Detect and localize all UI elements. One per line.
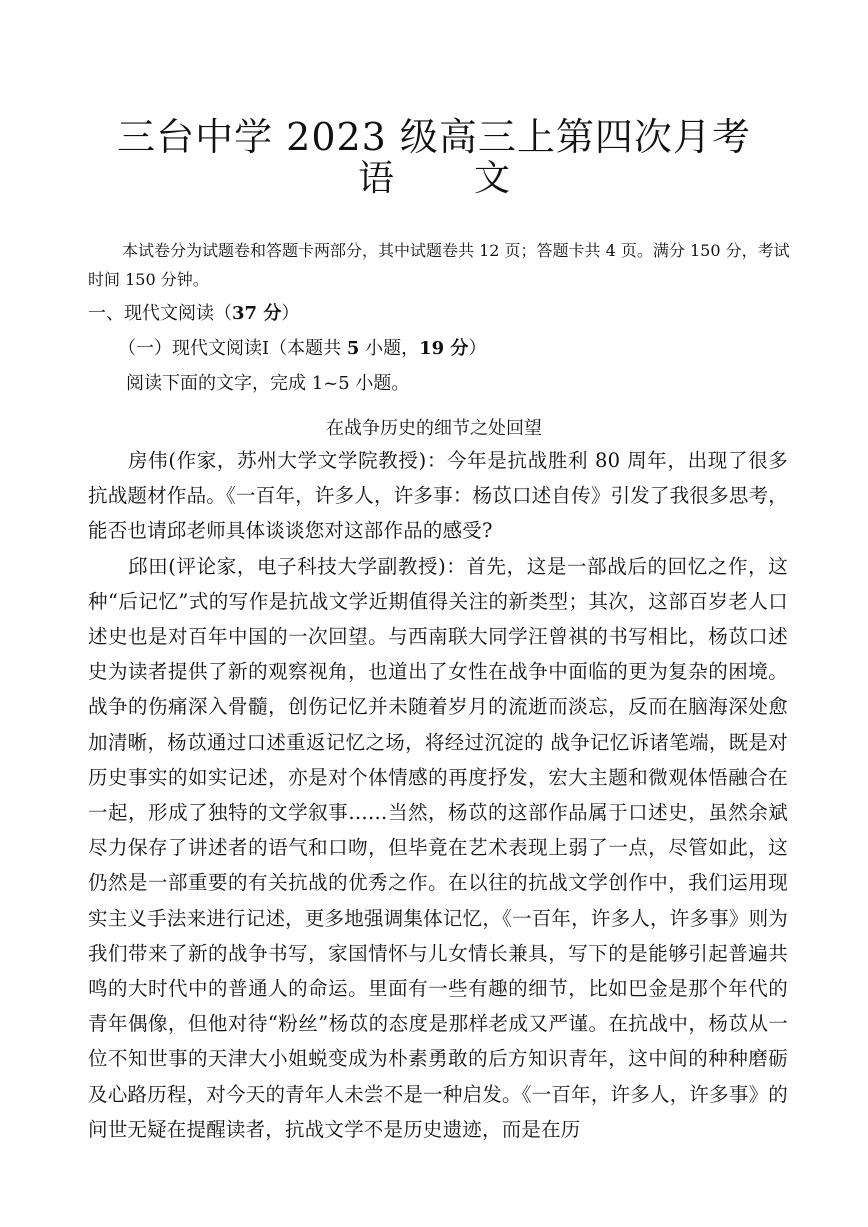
exam-instructions: 本试卷分为试题卷和答题卡两部分，其中试题卷共 12 页；答题卡共 4 页。满分 150 分，考试时间 150 分钟。 — [88, 241, 790, 289]
subsection-heading — [118, 336, 486, 362]
section-close: ） — [281, 303, 300, 324]
reading-instruction: 阅读下面的文字，完成 1~5 小题。 — [126, 373, 410, 394]
subsection-label: （一）现代文阅读Ⅰ（本题共 — [118, 338, 347, 359]
exam-title: 三台中学 2023 级高三上第四次月考 — [117, 115, 751, 159]
subsection-mid: 小题， — [359, 338, 420, 359]
article-paragraph: 房伟(作家，苏州大学文学院教授)：今年是抗战胜利 80 周年，出现了很多抗战题材作品。《一百年，许多人，许多事：杨苡口述自传》引发了我很多思考，能否也请邱老师具体谈谈您对这部作品的感受? — [88, 449, 788, 543]
subsection-close: ） — [468, 338, 487, 359]
subsection-score: 19 分 — [419, 338, 469, 359]
subsection-question-count: 5 — [346, 338, 360, 359]
subject-title: 语文 — [357, 158, 590, 199]
article-title: 在战争历史的细节之处回望 — [326, 418, 542, 439]
section-heading — [88, 301, 299, 327]
article-body — [88, 443, 788, 1147]
article-paragraph: 邱田(评论家，电子科技大学副教授)：首先，这是一部战后的回忆之作，这种“后记忆”式的写作是抗战文学近期值得关注的新类型；其次，这部百岁老人口述史也是对百年中国的一次回望。与西南联大同学汪曾祺的书写相比，杨苡口述史为读者提供了新的观察视角，也道出了女性在战争中面临的更为复杂的困境。战争的伤痛深入骨髓，创伤记忆并未随着岁月的流逝而淡忘，反而在脑海深处愈加清晰，杨苡通过口述重返记忆之场，将经过沉淀的 战争记忆诉诸笔端，既是对历史事实的如实记述，亦是对个体情感的再度抒发，宏大主题和微观体悟融合在一起，形成了独特的文学叙事……当然，杨苡的这部作品属于口述史，虽然余斌尽力保存了讲述者的语气和口吻，但毕竟在艺术表现上弱了一点，尽管如此，这仍然是一部重要的有关抗战的优秀之作。在以往的抗战文学创作中，我们运用现实主义手法来进行记述，更多地强调集体记忆，《一百年，许多人，许多事》则为我们带来了新的战争书写，家国情怀与儿女情长兼具，写下的是能够引起普遍共鸣的大时代中的普通人的命运。里面有一些有趣的细节，比如巴金是那个年代的青年偶像，但他对待“粉丝”杨苡的态度是那样老成又严谨。在抗战中，杨苡从一位不知世事的天津大小姐蜕变成为朴素勇敢的后方知识青年，这中间的种种磨砺及心路历程，对今天的青年人未尝不是一种启发。《一百年，许多人，许多事》的问世无疑在提醒读者，抗战文学不是历史遗迹，而是在历 — [88, 554, 788, 1141]
section-label: 一、现代文阅读（ — [88, 303, 232, 324]
section-score: 37 分 — [232, 303, 282, 324]
